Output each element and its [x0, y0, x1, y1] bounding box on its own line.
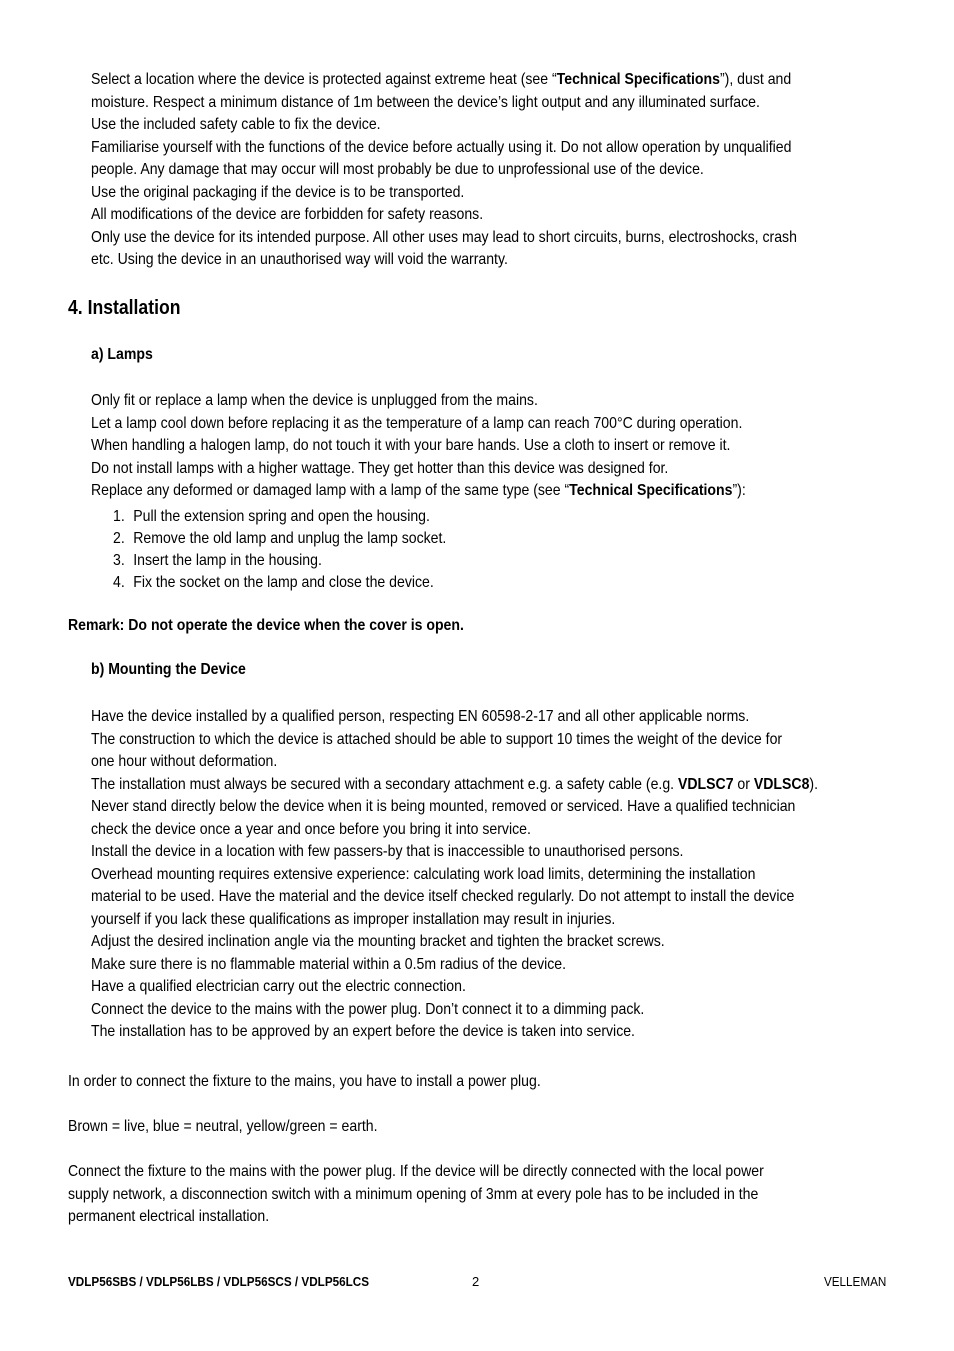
- text-line: [91, 774, 865, 797]
- text-line: [91, 796, 865, 819]
- text-segment: Do not install lamps with a higher wattage. They get hotter than this device was designed for.: [91, 459, 669, 477]
- text-segment: ”), dust and: [719, 71, 792, 88]
- text-segment: All modifications of the device are forbidden for safety reasons.: [91, 206, 484, 223]
- text-segment: Never stand directly below the device when it is being mounted, removed or serviced. Have a qualified technician: [91, 798, 796, 815]
- text-line: [91, 706, 865, 729]
- lamp-replacement-steps: [113, 506, 492, 594]
- text-segment: material to be used. Have the material and the device itself checked regularly. Do not attempt to install the device: [91, 888, 795, 905]
- text-line: [91, 909, 865, 932]
- text-segment: Use the included safety cable to fix the device.: [91, 116, 381, 133]
- text-line: [91, 480, 865, 503]
- text-line: [91, 841, 865, 864]
- list-item-number: 1.: [113, 508, 125, 525]
- text-segment: Install the device in a location with few passers-by that is inaccessible to unauthorised persons.: [91, 843, 684, 860]
- text-segment: Have the device installed by a qualified person, respecting EN 60598-2-17 and all other applicable norms.: [91, 708, 750, 725]
- remark-note: Remark: Do not operate the device when the cover is open.: [68, 617, 464, 634]
- list-item-number: 3.: [113, 552, 125, 569]
- text-segment: The installation has to be approved by an expert before the device is taken into service.: [91, 1023, 635, 1040]
- emphasis-text: Technical Specifications: [569, 482, 733, 499]
- section-title: 4. Installation: [68, 297, 181, 319]
- emphasis-text: VDLSC8: [753, 775, 810, 793]
- text-segment: Only use the device for its intended purpose. All other uses may lead to short circuits, burns, electroshocks, crash: [91, 228, 797, 246]
- text-segment: moisture. Respect a minimum distance of 1m between the device’s light output and any illuminated surface.: [91, 93, 760, 111]
- text-line: Connect the fixture to the mains with the power plug. If the device will be directly connected with the local power: [68, 1163, 764, 1180]
- text-segment: or: [733, 775, 754, 793]
- text-line: [91, 227, 865, 250]
- list-item-text: Remove the old lamp and unplug the lamp socket.: [133, 530, 447, 547]
- text-line: [91, 413, 865, 436]
- text-line: [91, 954, 865, 977]
- text-segment: The construction to which the device is attached should be able to support 10 times the weight of the device for: [91, 730, 783, 748]
- lamps-paragraph: [91, 390, 954, 503]
- list-item: [113, 550, 446, 572]
- text-line: [91, 390, 865, 413]
- footer-brand: VELLEMAN: [823, 1274, 886, 1289]
- text-segment: Select a location where the device is protected against extreme heat (see “: [91, 71, 557, 88]
- text-segment: Have a qualified electrician carry out the electric connection.: [91, 978, 466, 995]
- list-item-text: Fix the socket on the lamp and close the device.: [133, 574, 434, 591]
- text-line: [91, 976, 865, 999]
- text-segment: etc. Using the device in an unauthorised way will void the warranty.: [91, 251, 508, 268]
- text-segment: Overhead mounting requires extensive experience: calculating work load limits, determining the installation: [91, 865, 756, 883]
- list-item: [113, 506, 446, 528]
- text-line: [91, 249, 865, 272]
- text-segment: Replace any deformed or damaged lamp with a lamp of the same type (see “: [91, 482, 570, 499]
- text-line: [91, 751, 865, 774]
- text-segment: Let a lamp cool down before replacing it as the temperature of a lamp can reach 700°C during operation.: [91, 414, 743, 432]
- text-line: [91, 729, 865, 752]
- text-line: [91, 137, 865, 160]
- list-item: [113, 528, 446, 550]
- final-connection-paragraph: [68, 1161, 859, 1229]
- text-segment: check the device once a year and once before you bring it into service.: [91, 820, 531, 838]
- text-line: [91, 886, 865, 909]
- footer-model-numbers: VDLP56SBS / VDLP56LBS / VDLP56SCS / VDLP56LCS: [68, 1274, 370, 1289]
- lamps-heading: a) Lamps: [91, 346, 153, 363]
- text-segment: Make sure there is no flammable material within a 0.5m radius of the device.: [91, 955, 567, 973]
- text-line: supply network, a disconnection switch with a minimum opening of 3mm at every pole has to be included in the: [68, 1185, 759, 1203]
- list-item: [113, 572, 446, 594]
- text-line: [91, 931, 865, 954]
- text-segment: yourself if you lack these qualifications as improper installation may result in injuries.: [91, 910, 616, 928]
- text-line: [91, 182, 865, 205]
- text-line: [91, 999, 865, 1022]
- text-segment: Use the original packaging if the device is to be transported.: [91, 183, 465, 201]
- text-segment: Only fit or replace a lamp when the device is unplugged from the mains.: [91, 392, 538, 409]
- list-item-text: Insert the lamp in the housing.: [133, 552, 322, 569]
- text-segment: one hour without deformation.: [91, 753, 278, 770]
- text-segment: The installation must always be secured with a secondary attachment e.g. a safety cable (e.g.: [91, 775, 678, 793]
- text-line: [91, 435, 865, 458]
- list-item-number: 2.: [113, 530, 125, 547]
- text-line: [91, 92, 865, 115]
- text-segment: Adjust the desired inclination angle via the mounting bracket and tighten the bracket screws.: [91, 933, 665, 950]
- safety-paragraph: [91, 69, 954, 272]
- mounting-heading: b) Mounting the Device: [91, 661, 246, 678]
- text-segment: Connect the device to the mains with the power plug. Don’t connect it to a dimming pack.: [91, 1000, 645, 1018]
- list-item-number: 4.: [113, 574, 125, 591]
- emphasis-text: VDLSC7: [677, 775, 734, 793]
- text-line: [91, 819, 865, 842]
- list-item-text: Pull the extension spring and open the housing.: [133, 508, 430, 525]
- text-line: [91, 458, 865, 481]
- text-line: [91, 159, 865, 182]
- text-line: [91, 1021, 865, 1044]
- mounting-paragraph: [91, 706, 954, 1044]
- text-line: [91, 864, 865, 887]
- connect-plug-text: In order to connect the fixture to the mains, you have to install a power plug.: [68, 1073, 541, 1090]
- text-segment: When handling a halogen lamp, do not touch it with your bare hands. Use a cloth to insert or remove it.: [91, 437, 731, 454]
- text-line: permanent electrical installation.: [68, 1208, 270, 1225]
- footer-page-number: 2: [472, 1274, 480, 1289]
- wire-colors-text: Brown = live, blue = neutral, yellow/green = earth.: [68, 1118, 378, 1135]
- emphasis-text: Technical Specifications: [556, 71, 720, 88]
- text-segment: Familiarise yourself with the functions of the device before actually using it. Do not allow operation by unqualified: [91, 138, 792, 156]
- text-line: [91, 204, 865, 227]
- text-line: [91, 114, 865, 137]
- text-segment: ).: [809, 775, 819, 793]
- text-segment: people. Any damage that may occur will most probably be due to unprofessional use of the device.: [91, 161, 704, 178]
- text-line: [91, 69, 865, 92]
- text-segment: ”):: [732, 482, 746, 499]
